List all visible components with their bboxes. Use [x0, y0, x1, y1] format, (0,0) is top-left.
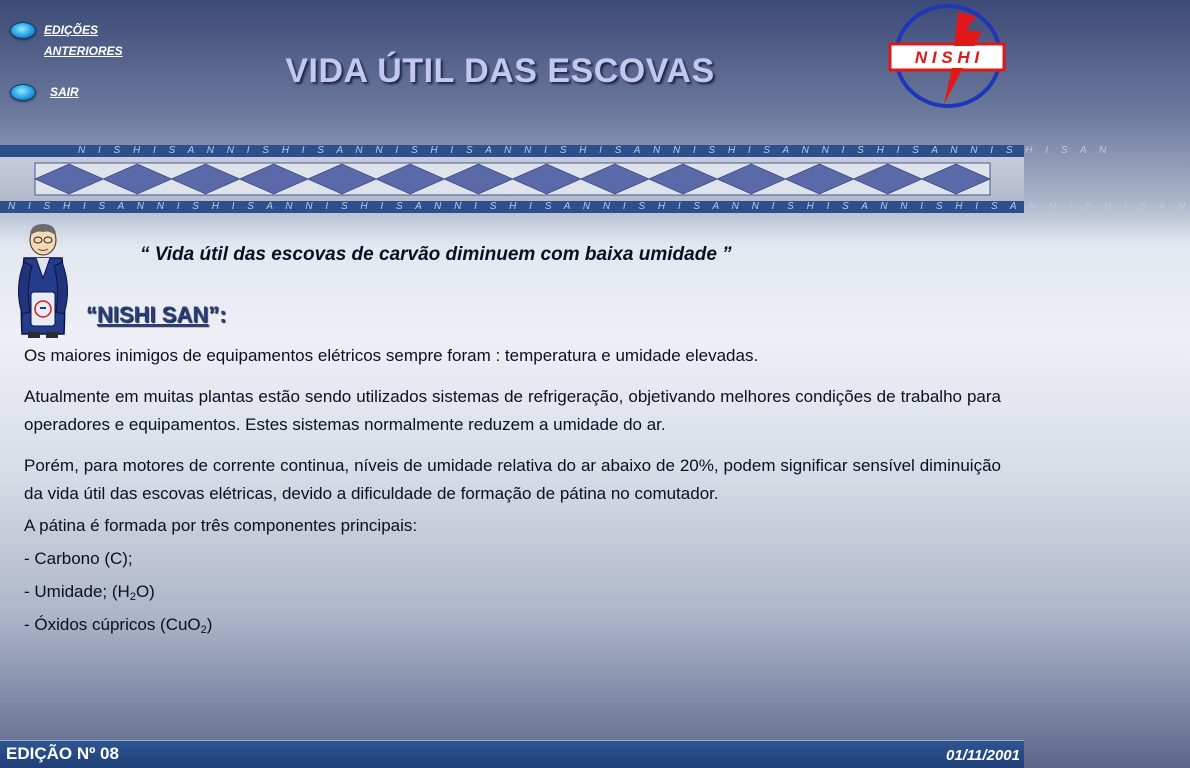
quote-text: “ Vida útil das escovas de carvão diminuem com baixa umidade ”: [140, 244, 732, 265]
paragraph-4: A pátina é formada por três componentes principais:: [24, 516, 418, 535]
nav-anteriores-label[interactable]: ANTERIORES: [44, 44, 123, 58]
speaker-open-quote: “: [86, 302, 97, 327]
oval-bullet-icon[interactable]: [10, 22, 36, 39]
footer-bar: [0, 740, 1024, 768]
nishisan-strip-top: [0, 145, 1112, 157]
nishi-logo: [886, 2, 1008, 110]
list-item: - Umidade; $(H_2O)$: [24, 582, 155, 603]
speaker-name: NISHI SAN: [97, 302, 209, 327]
paragraph-1: Os maiores inimigos de equipamentos elétricos sempre foram : temperatura e umidade elevadas.: [24, 346, 759, 365]
nav-sair-label[interactable]: SAIR: [50, 85, 79, 99]
speaker-label: [86, 302, 227, 328]
page-title: VIDA ÚTIL DAS ESCOVAS: [285, 52, 715, 90]
diamond-band-pattern: [35, 163, 990, 195]
nav-edicoes-label[interactable]: EDIÇÕES: [44, 23, 99, 37]
paragraph-3: Porém, para motores de corrente continua, níveis de umidade relativa do ar abaixo de 20%, podem significar sensível diminuição da vida útil das escovas elétricas, devido a dificuldade de formação de pátina no comutador.: [24, 456, 1001, 503]
strip-text: N I S H I S A N N I S H I S A N N I S H I S A N N I S H I S A N N I S H I S A N N I S H I S A N N I S H I S A N: [78, 145, 1112, 156]
list-item: - Óxidos cúpricos (CuO$_2$): [24, 615, 213, 636]
edition-number: EDIÇÃO Nº 08: [6, 744, 119, 763]
article-body: [24, 342, 1001, 644]
speaker-close-quote: ”:: [208, 302, 227, 327]
nishisan-strip-bottom: [0, 201, 1190, 213]
edition-date: 01/11/2001: [946, 747, 1020, 764]
nishi-san-mascot-icon: [14, 218, 72, 340]
nav-edicoes-anteriores[interactable]: [10, 20, 98, 40]
list-item: - Carbono (C);: [24, 549, 133, 568]
strip-text: N I S H I S A N N I S H I S A N N I S H I S A N N I S H I S A N N I S H I S A N N I S H I S A N N I S H I S A N N I S H I S A N: [8, 201, 1190, 212]
paragraph-2: Atualmente em muitas plantas estão sendo utilizados sistemas de refrigeração, objetivando melhores condições de trabalho para operadores e equipamentos. Estes sistemas normalmente reduzem a umidade do ar.: [24, 387, 1001, 434]
logo-text: N I S H I: [914, 48, 980, 67]
